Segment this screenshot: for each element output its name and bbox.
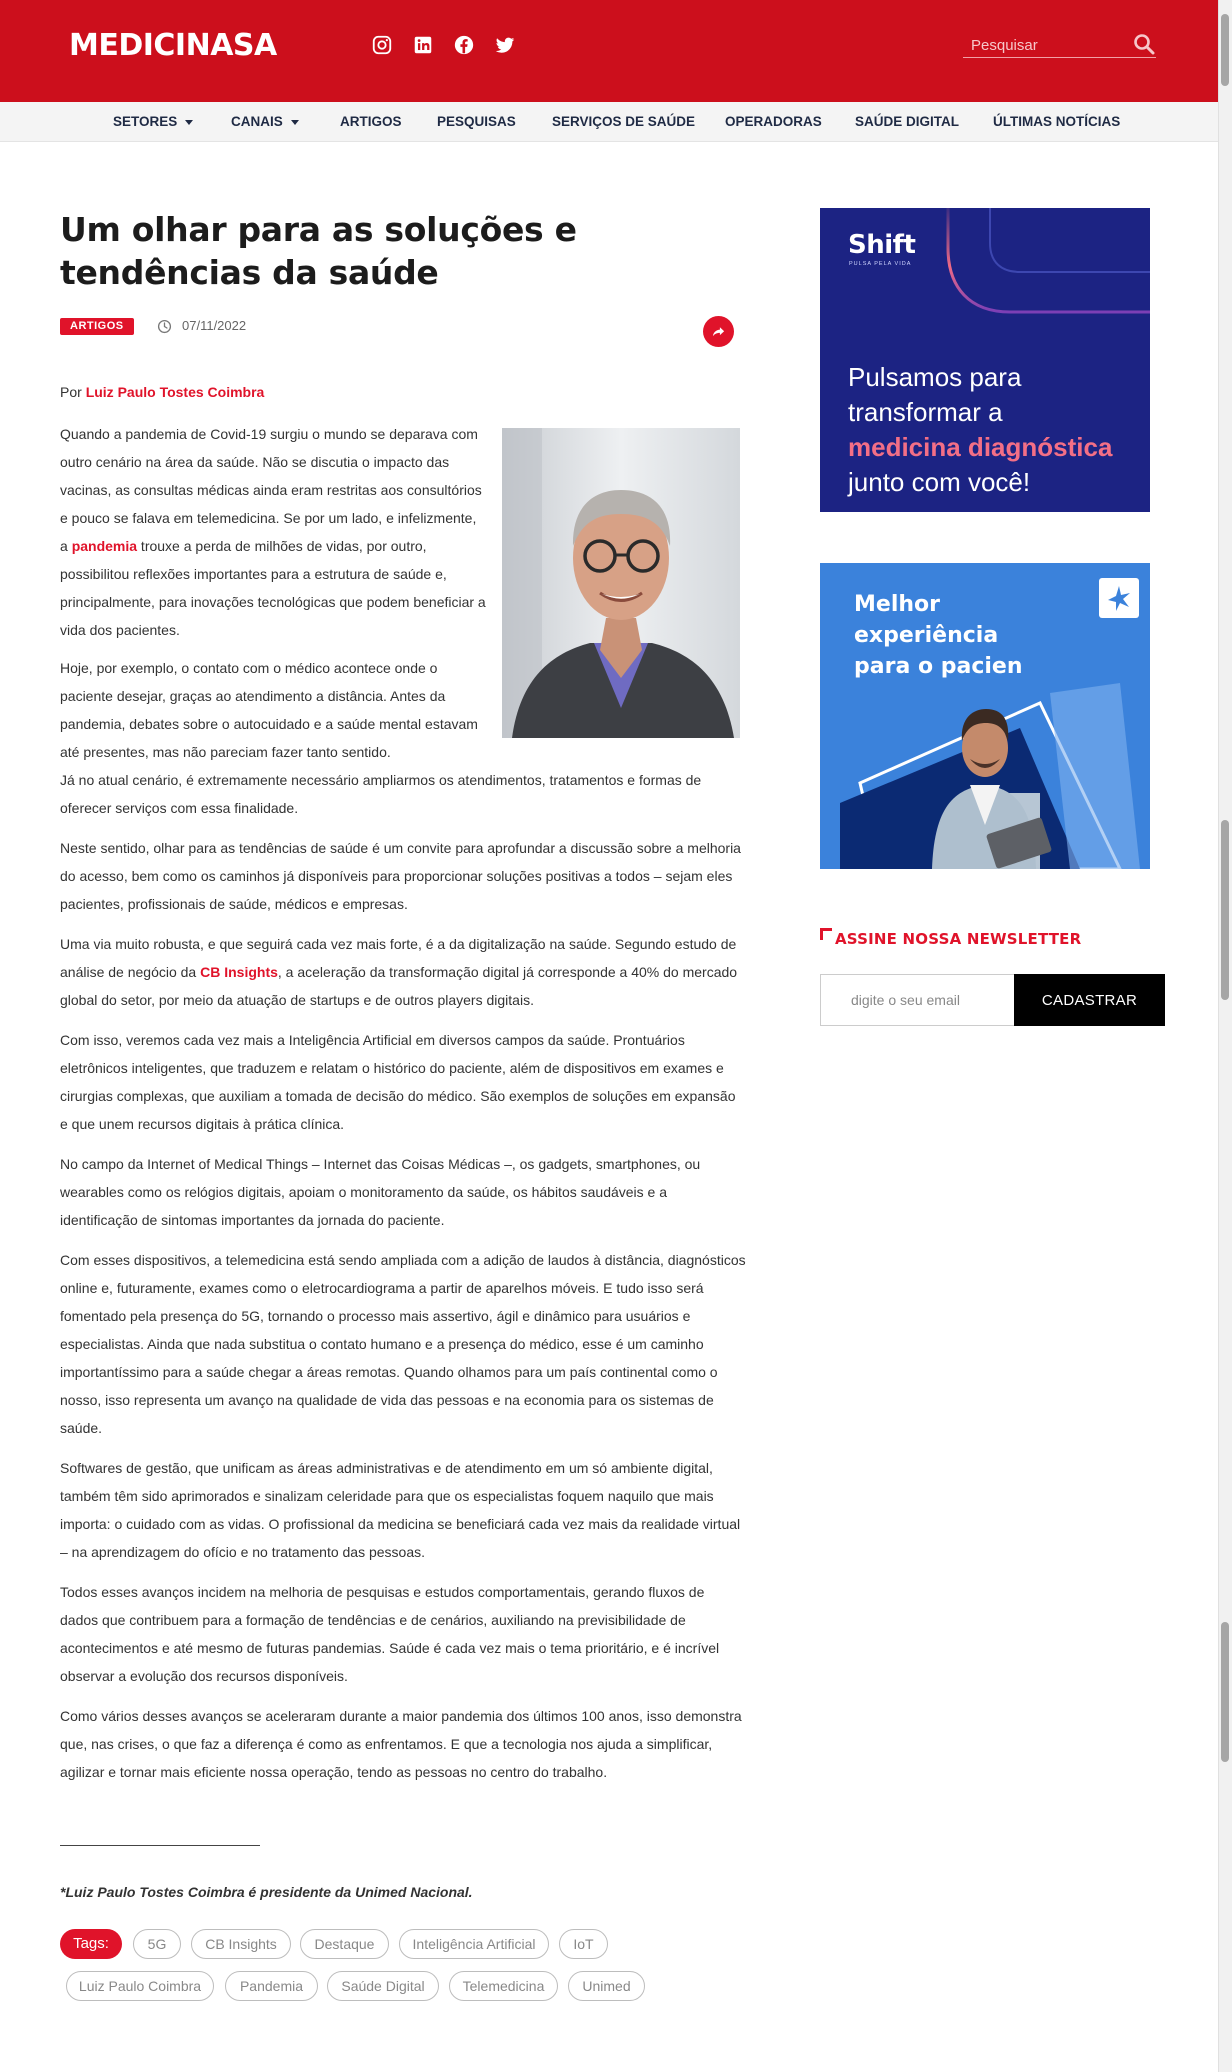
search-bar xyxy=(963,32,1156,58)
nav-item-operadoras[interactable]: OPERADORAS xyxy=(725,114,822,129)
shift-ad-banner[interactable] xyxy=(820,208,1150,512)
article-paragraph: Com esses dispositivos, a telemedicina está sendo ampliada com a adição de laudos à distância, diagnósticos online e, futuramente, exames como o eletrocardiograma a partir de aparelhos móveis. E tudo isso será fomentado pela presença do 5G, tornando o processo mais assertivo, ágil e dinâmico para usuários e especialistas. Ainda que nada substitua o contato humano e a presença do médico, esse é um caminho importantíssimo para a saúde chegar a áreas remotas. Quando olhamos para um país continental como o nosso, isso representa um avanço na qualidade de vida das pessoas e na economia para os sistemas de saúde. xyxy=(60,1252,746,1436)
pandemia-link[interactable]: pandemia xyxy=(71,538,138,554)
share-button[interactable] xyxy=(703,316,734,347)
article-paragraph: Todos esses avanços incidem na melhoria de pesquisas e estudos comportamentais, gerando fluxos de dados que contribuem para a formação de tendências e de cenários, auxiliando na previsibilidade de acontecimentos e até mesmo de futuras pandemias. Saúde é cada vez mais o tema prioritário, e é incrível observar a evolução dos recursos disponíveis. xyxy=(60,1584,720,1684)
main-navigation xyxy=(0,102,1218,142)
chevron-down-icon xyxy=(185,120,193,125)
tag-telemedicina[interactable]: Telemedicina xyxy=(449,1971,558,2001)
tag-inteligencia-artificial[interactable]: Inteligência Artificial xyxy=(399,1929,549,1959)
tag-luiz-paulo-coimbra[interactable]: Luiz Paulo Coimbra xyxy=(66,1971,214,2001)
search-input[interactable] xyxy=(971,34,1121,56)
article-paragraph: No campo da Internet of Medical Things – Internet das Coisas Médicas –, os gadgets, smartphones, ou wearables como os relógios digitais, apoiam o monitoramento da saúde, os hábitos saudáveis e a identificação de sintomas importantes da jornada do paciente. xyxy=(60,1156,701,1228)
nav-item-saude-digital[interactable]: SAÚDE DIGITAL xyxy=(855,114,959,129)
shift-logo: Shift xyxy=(848,230,916,260)
site-logo[interactable]: MEDICINASA xyxy=(69,28,277,63)
site-header xyxy=(0,0,1218,102)
instagram-icon[interactable] xyxy=(371,34,393,56)
newsletter-title: ASSINE NOSSA NEWSLETTER xyxy=(835,930,1082,948)
article-paragraph: Neste sentido, olhar para as tendências de saúde é um convite para aprofundar a discussão sobre a melhoria do acesso, bem como os caminhos já disponíveis para proporcionar soluções positivas a todos – sejam eles pacientes, profissionais de saúde, médicos e empresas. xyxy=(60,840,741,912)
byline: Por Luiz Paulo Tostes Coimbra xyxy=(60,384,265,400)
author-footnote: *Luiz Paulo Tostes Coimbra é presidente da Unimed Nacional. xyxy=(60,1884,473,1900)
newsletter-subscribe-button[interactable]: CADASTRAR xyxy=(1014,974,1165,1026)
scrollbar-thumb[interactable] xyxy=(1221,1622,1229,1762)
tag-cb-insights[interactable]: CB Insights xyxy=(191,1929,291,1959)
linkedin-icon[interactable] xyxy=(412,34,434,56)
tag-destaque[interactable]: Destaque xyxy=(300,1929,389,1959)
category-badge[interactable]: ARTIGOS xyxy=(60,318,134,335)
clock-icon xyxy=(157,319,172,334)
shift-tagline: PULSA PELA VIDA xyxy=(849,261,912,267)
author-photo xyxy=(502,428,740,738)
article-paragraph: Como vários desses avanços se aceleraram durante a maior pandemia dos últimos 100 anos, isso demonstra que, nas crises, o que faz a diferença é como as enfrentamos. E que a tecnologia nos ajuda a simplificar, agilizar e tornar mais eficiente nossa operação, tendo as pessoas no centro do trabalho. xyxy=(60,1708,742,1780)
nav-item-ultimas-noticias[interactable]: ÚLTIMAS NOTÍCIAS xyxy=(993,114,1121,129)
article-paragraph: Já no atual cenário, é extremamente necessário ampliarmos os atendimentos, tratamentos e formas de oferecer serviços com essa finalidade. xyxy=(60,772,702,816)
tags-label: Tags: xyxy=(60,1929,122,1959)
nav-item-servicos-de-saude[interactable]: SERVIÇOS DE SAÚDE xyxy=(552,114,696,129)
nav-item-setores[interactable]: SETORES xyxy=(113,102,193,142)
chevron-down-icon xyxy=(291,120,299,125)
scrollbar-thumb[interactable] xyxy=(1221,820,1229,1000)
article-title: Um olhar para as soluções e tendências da saúde xyxy=(60,210,577,292)
nav-item-canais[interactable]: CANAIS xyxy=(231,102,299,142)
share-icon xyxy=(711,324,726,339)
publish-date: 07/11/2022 xyxy=(182,318,247,333)
tag-saude-digital[interactable]: Saúde Digital xyxy=(327,1971,439,2001)
page-scrollbar[interactable] xyxy=(1218,0,1232,2072)
article-paragraph: Hoje, por exemplo, o contato com o médico acontece onde o paciente desejar, graças ao atendimento a distância. Antes da pandemia, debates sobre o autocuidado e a saúde mental estavam até presentes, mas não pareciam fazer tanto sentido. xyxy=(60,660,478,760)
tag-unimed[interactable]: Unimed xyxy=(568,1971,645,2001)
newsletter-email-input[interactable] xyxy=(820,974,1014,1026)
twitter-icon[interactable] xyxy=(494,34,516,56)
scrollbar-thumb[interactable] xyxy=(1221,14,1229,86)
tag-iot[interactable]: IoT xyxy=(559,1929,608,1959)
search-icon[interactable] xyxy=(1132,32,1156,56)
nav-item-pesquisas[interactable]: PESQUISAS xyxy=(437,114,516,129)
tag-5g[interactable]: 5G xyxy=(133,1929,181,1959)
author-link[interactable]: Luiz Paulo Tostes Coimbra xyxy=(85,384,265,400)
article-paragraph: Uma via muito robusta, e que seguirá cada vez mais forte, é a da digitalização na saúde. Segundo estudo de análise de negócio da CB Insights, a aceleração da transformação digital já corresponde a 40% do mercado global do setor, por meio da atuação de startups e de outros players digitais. xyxy=(60,936,738,1008)
ad-headline: Melhor experiência para o pacien xyxy=(854,592,1023,679)
article-paragraph: Quando a pandemia de Covid-19 surgiu o mundo se deparava com outro cenário na área da saúde. Não se discutia o impacto das vacinas, as consultas médicas ainda eram restritas aos consultórios e pouco se falava em telemedicina. Se por um lado, e infelizmente, a pandemia trouxe a perda de milhões de vidas, por outro, possibilitou reflexões importantes para a estrutura de saúde e, principalmente, para inovações tecnológicas que podem beneficiar a vida dos pacientes. xyxy=(60,426,486,638)
ad-headline: Pulsamos para transformar a medicina diagnóstica junto com você! xyxy=(848,362,1113,497)
facebook-icon[interactable] xyxy=(453,34,475,56)
brand-logo-icon xyxy=(1099,578,1139,618)
article-paragraph: Com isso, veremos cada vez mais a Inteligência Artificial em diversos campos da saúde. Prontuários eletrônicos inteligentes, que traduzem e relatam o histórico do paciente, além de dispositivos em exames e cirurgias complexas, que auxiliam a tomada de decisão do médico. São exemplos de soluções em expansão e que unem recursos digitais à prática clínica. xyxy=(60,1032,736,1132)
article-paragraph: Softwares de gestão, que unificam as áreas administrativas e de atendimento em um só ambiente digital, também têm sido aprimorados e sinalizam celeridade para que os especialistas foquem naquilo que mais importa: o cuidado com as vidas. O profissional da medicina se beneficiará cada vez mais da realidade virtual – na aprendizagem do ofício e no tratamento das pessoas. xyxy=(60,1460,741,1560)
footnote-divider xyxy=(60,1845,260,1846)
nav-item-artigos[interactable]: ARTIGOS xyxy=(340,114,402,129)
cb-insights-link[interactable]: CB Insights xyxy=(200,964,278,980)
patient-experience-ad-banner[interactable] xyxy=(820,563,1150,869)
tag-pandemia[interactable]: Pandemia xyxy=(225,1971,318,2001)
